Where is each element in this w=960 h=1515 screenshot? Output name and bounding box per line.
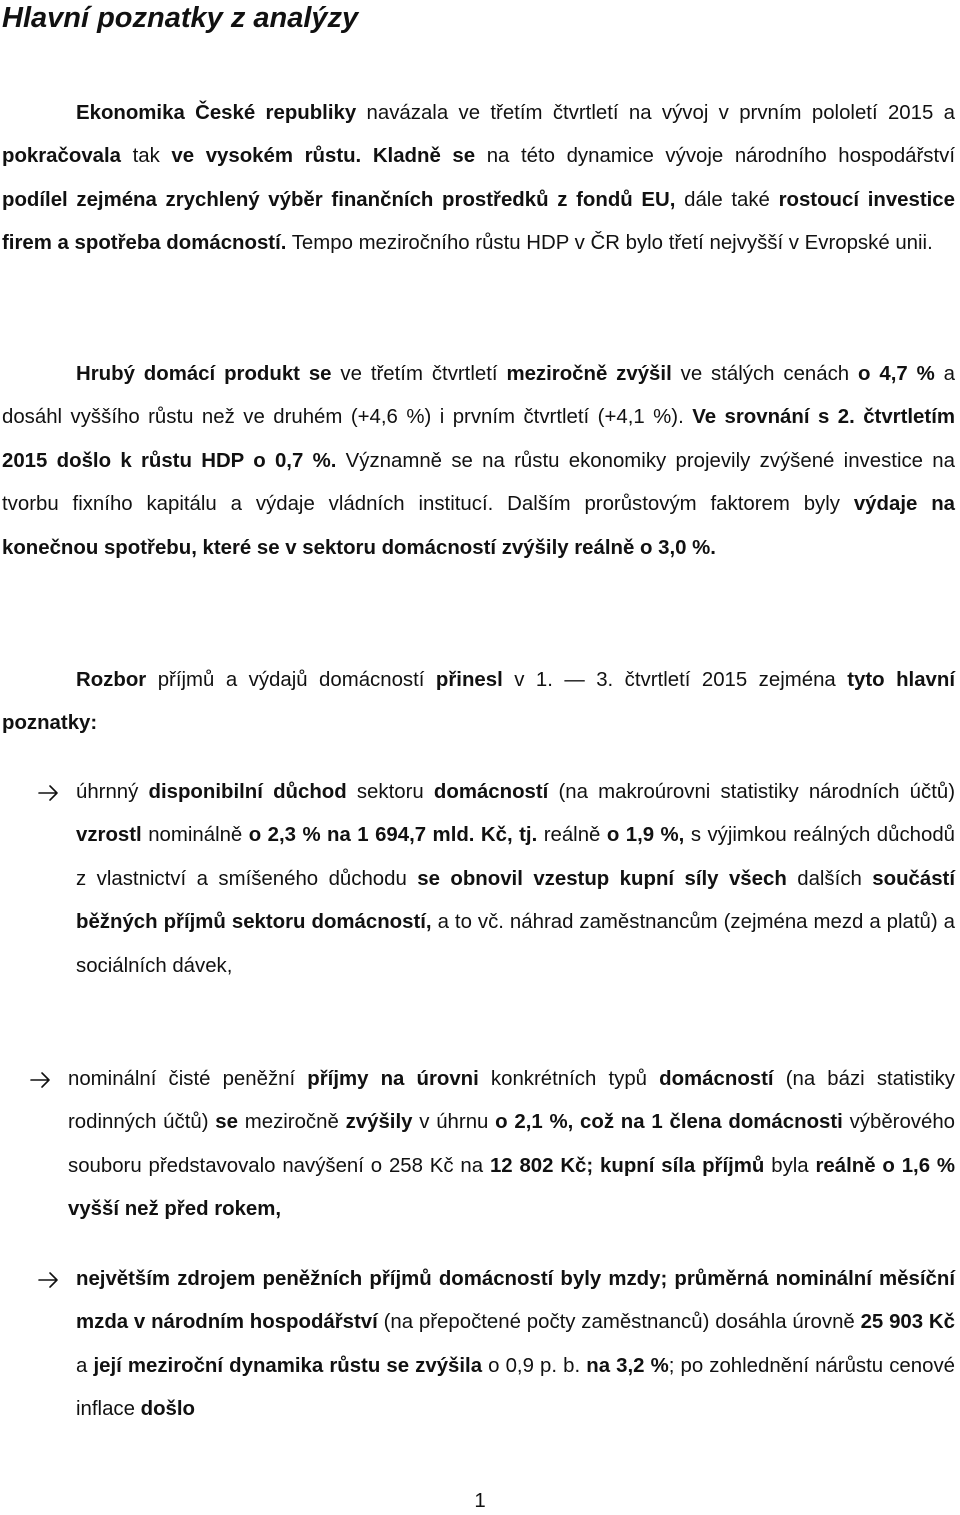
text-bold: přinesl: [435, 669, 503, 691]
text-run: a: [76, 1354, 94, 1377]
text-run: a to vč. náhrad zaměstnancům (zejména mezd a platů) a sociálních dávek,: [76, 911, 955, 977]
text-run: Významně se na růstu ekonomiky projevily zvýšené investice na tvorbu fixního kapitálu a výdaje vládních institucí. Dalším prorůstovým faktorem byly: [2, 449, 955, 516]
text-run: ve třetím čtvrtletí: [331, 363, 507, 385]
text-bold: ve vysokém růstu. Kladně se: [171, 145, 476, 168]
text-bold: reálně o 1,6 % vyšší než před rokem,: [68, 1154, 956, 1221]
bullet-item-disposable-income: [76, 771, 955, 988]
bullet-item-wages: [76, 1258, 955, 1432]
text-run: ve stálých cenách: [671, 363, 859, 385]
text-run: a dosáhl vyššího růstu než ve druhém (+4,6 %) i prvním čtvrtletí (+4,1 %).: [2, 363, 955, 429]
text-run: sektoru: [346, 781, 434, 803]
document-heading: Hlavní poznatky z analýzy: [2, 2, 359, 34]
text-bold: příjmy na úrovni: [307, 1068, 479, 1090]
text-bold: se obnovil vzestup kupní síly všech: [417, 867, 787, 890]
text-run: příjmů a výdajů domácností: [146, 669, 436, 691]
text-run: nominálně: [141, 824, 249, 847]
arrow-right-icon: [38, 782, 60, 804]
arrow-right-icon: [30, 1069, 52, 1091]
text-bold: Ve srovnání s 2. čtvrtletím 2015 došlo k růstu HDP o 0,7 %.: [2, 406, 955, 472]
bullet-item-household-income: [68, 1058, 955, 1232]
paragraph-gdp: [2, 353, 955, 570]
text-bold: domácností: [433, 781, 549, 803]
paragraph-analysis-intro: [2, 659, 955, 746]
text-run: ; po zohlednění nárůstu cenové inflace: [76, 1354, 955, 1421]
text-run: v 1. — 3. čtvrtletí 2015 zejména: [502, 669, 848, 691]
text-bold: o 1,9 %,: [606, 824, 685, 847]
text-bold: meziročně zvýšil: [506, 363, 672, 385]
text-run: Tempo meziročního růstu HDP v ČR bylo třetí nejvyšší v Evropské unii.: [286, 232, 933, 255]
text-bold: se: [215, 1111, 238, 1134]
text-bold: 12 802 Kč; kupní síla příjmů: [489, 1154, 765, 1177]
text-run: navázala ve třetím čtvrtletí na vývoj v prvním pololetí 2015 a: [356, 102, 955, 124]
text-bold: o 2,3 % na 1 694,7 mld. Kč, tj.: [248, 824, 538, 847]
text-bold: zvýšily: [345, 1111, 413, 1134]
text-run: konkrétních typů: [478, 1068, 660, 1090]
text-bold: Hrubý domácí produkt se: [76, 363, 332, 385]
text-run: výběrového souboru představovalo navýšení o 258 Kč na: [68, 1111, 956, 1177]
arrow-right-icon: [38, 1269, 60, 1291]
text-bold: domácností: [659, 1068, 774, 1090]
paragraph-economy-summary: [2, 92, 955, 266]
text-run: na této dynamice vývoje národního hospodářství: [475, 145, 956, 168]
text-run: (na makroúrovni statistiky národních účtů): [548, 781, 956, 803]
text-run: (na přepočtené počty zaměstnanců) dosáhla úrovně: [377, 1311, 861, 1334]
text-bold: došlo: [140, 1398, 195, 1421]
text-bold: tyto hlavní poznatky:: [2, 669, 955, 735]
text-bold: výdaje na konečnou spotřebu, které se v sektoru domácností zvýšily reálně o 3,0 %.: [2, 493, 955, 559]
text-bold: Rozbor: [76, 669, 147, 691]
text-bold: pokračovala: [2, 145, 122, 168]
text-bold: Ekonomika České republiky: [76, 102, 357, 124]
text-run: reálně: [537, 824, 607, 847]
text-run: dále také: [675, 188, 779, 211]
text-bold: její meziroční dynamika růstu se zvýšila: [93, 1354, 483, 1377]
text-run: o 0,9 p. b.: [482, 1354, 587, 1377]
text-bold: disponibilní důchod: [148, 781, 347, 803]
text-bold: o 4,7 %: [858, 363, 935, 385]
text-bold: největším zdrojem peněžních příjmů domácností byly mzdy; průměrná nominální měsíční mzda v národním hospodářství: [76, 1268, 955, 1334]
text-run: meziročně: [237, 1111, 346, 1134]
text-run: nominální čisté peněžní: [68, 1068, 308, 1090]
text-bold: součástí běžných příjmů sektoru domácností,: [76, 867, 956, 934]
text-run: dalších: [786, 867, 873, 890]
text-run: v úhrnu: [412, 1111, 496, 1134]
text-bold: 25 903 Kč: [860, 1311, 955, 1334]
text-bold: podílel zejména zrychlený výběr finančních prostředků z fondů EU,: [2, 188, 676, 211]
text-run: byla: [764, 1154, 816, 1177]
text-run: úhrnný: [76, 781, 149, 803]
text-bold: o 2,1 %, což na 1 člena domácnosti: [495, 1111, 843, 1134]
text-bold: vzrostl: [76, 824, 142, 847]
page-number: 1: [474, 1490, 486, 1512]
text-run: (na bázi statistiky rodinných účtů): [68, 1068, 955, 1134]
text-bold: na 3,2 %: [586, 1354, 669, 1377]
text-run: tak: [121, 145, 172, 168]
text-bold: rostoucí investice firem a spotřeba domácností.: [2, 188, 955, 255]
text-run: s výjimkou reálných důchodů z vlastnictví a smíšeného důchodu: [76, 824, 955, 890]
